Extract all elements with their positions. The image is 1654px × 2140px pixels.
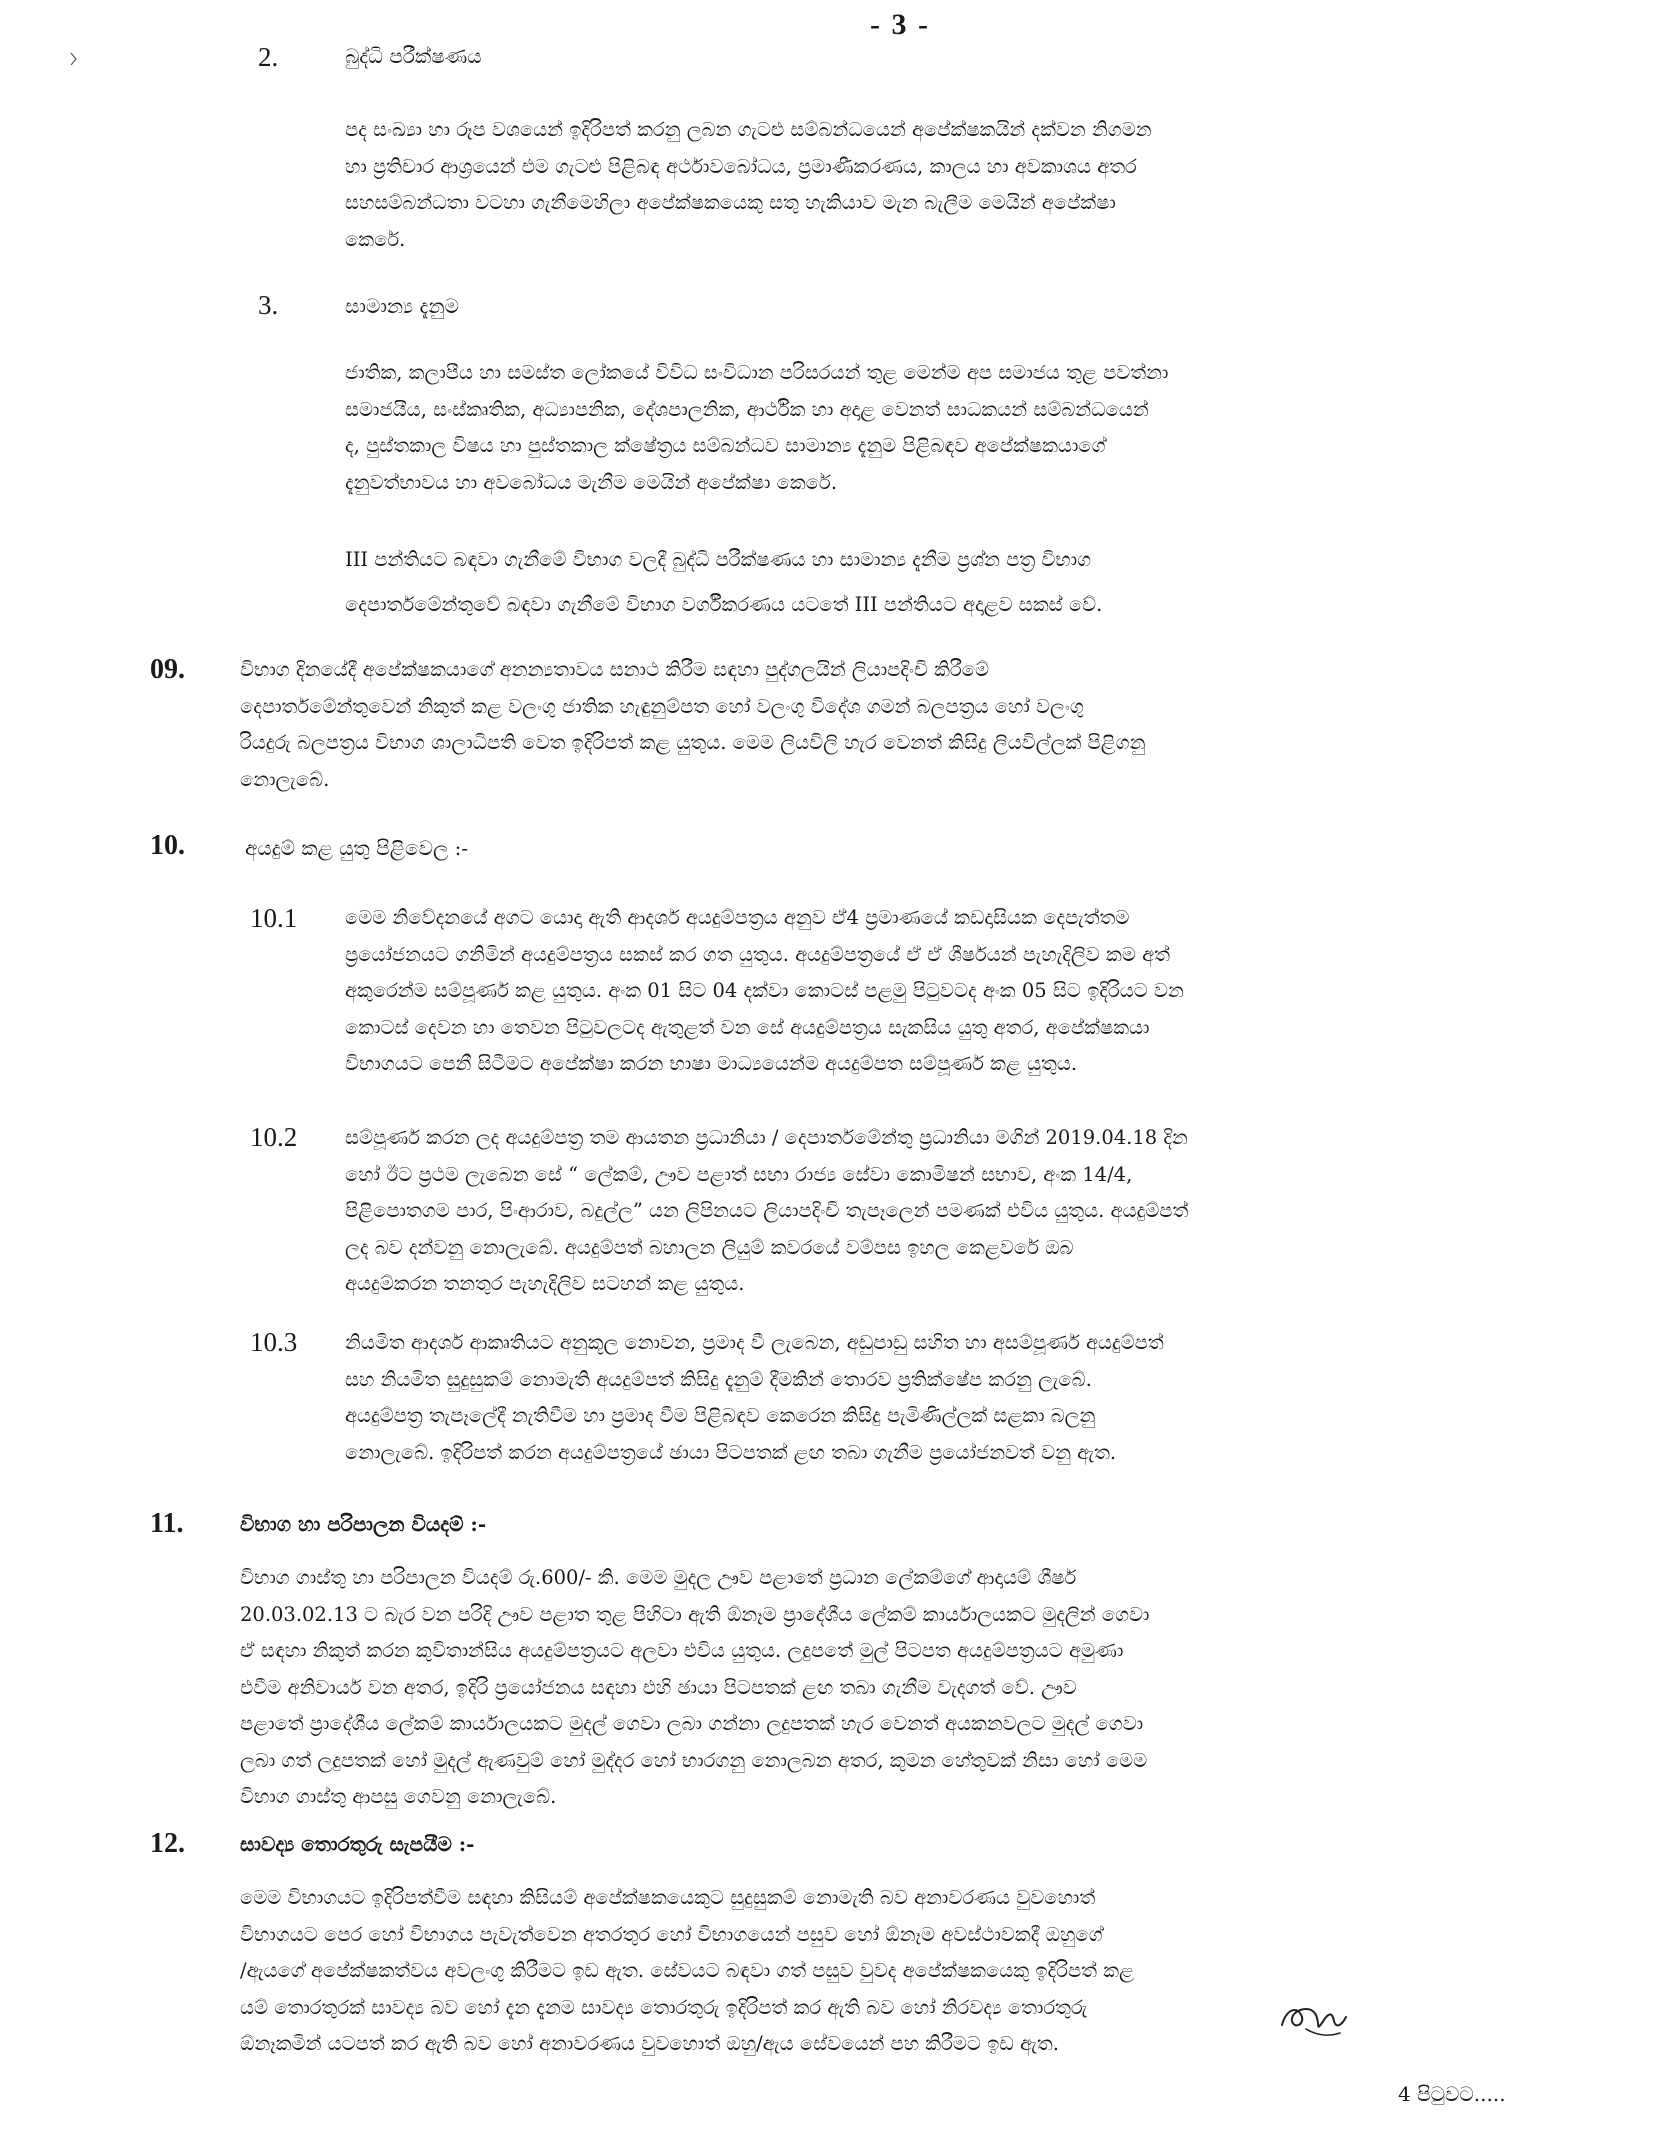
section-11-line: විභාග ගාස්තු ආපසු ගෙවනු නොලැබේ. [240, 1785, 557, 1808]
section-2-line: පද සංඛ්‍යා හා රූප වශයෙන් ඉදිරිපත් කරනු ලබන ගැටළු සම්බන්ධයෙන් අපේක්ෂකයින් දක්වන නිගමන [345, 118, 1152, 141]
section-12-heading: සාවද්‍ය තොරතුරු සැපයීම :- [240, 1832, 475, 1856]
section-3-line: ද, පුස්තකාල විෂය හා පුස්තකාල ක්ෂේත්‍රය සම්බන්ධව සාමාන්‍ය දැනුම පිළිබඳව අපේක්ෂකයාගේ [345, 434, 1106, 457]
section-10-1-number: 10.1 [250, 903, 298, 933]
section-10-3-line: සහ නියමිත සුදුසුකම් නොමැති අයදුම්පත් කිසිදු දැනුම් දීමකින් තොරව ප්‍රතික්ෂේප කරනු ලැබේ. [345, 1367, 1092, 1391]
section-10-1-line: කොටස් දෙවන හා තෙවන පිටුවලටද ඇතුළත් වන සේ අයදුම්පත්‍රය සැකසිය යුතු අතර, අපේක්ෂකයා [345, 1015, 1150, 1039]
signature-initials [1276, 1995, 1356, 2043]
section-12-number: 12. [150, 1828, 185, 1859]
section-09-line: රියදුරු බලපත්‍රය විභාග ශාලාධිපති වෙත ඉදිරිපත් කළ යුතුය. මෙම ලියවිලි හැර වෙනත් කිසිදු ලියවිල්ලක් පිළිගනු [240, 731, 1146, 754]
section-11-line: විභාග ගාස්තු හා පරිපාලන වියදම් රු.600/- කි. මෙම මුදල ඌව පළාතේ ප්‍රධාන ලේකම්ගේ ආදායම් ශීර්ෂ [240, 1566, 1077, 1589]
section-12-body [240, 1880, 1558, 2063]
section-10-1-line: මෙම නිවේදනයේ අගට යොදා ඇති ආදර්ශ අයදුම්පත්‍රය අනුව ඒ4 ප්‍රමාණයේ කඩදාසියක දෙපැත්තම [345, 906, 1130, 929]
section-3-line: සමාජයීය, සංස්කෘතික, අධ්‍යාපනික, දේශපාලනික, ආර්ථික හා අදාළ වෙනත් සාධකයන් සම්බන්ධයෙන් [345, 397, 1149, 421]
section-10-3-line: නොලැබේ. ඉදිරිපත් කරන අයදුම්පත්‍රයේ ඡායා පිටපතක් ළඟ තබා ගැනීම ප්‍රයෝජනවත් වනු ඇත. [345, 1440, 1117, 1464]
section-3-line: ජාතික, කලාපීය හා සමස්ත ලෝකයේ විවිධ සංවිධාන පරිසරයන් තුළ මෙන්ම අප සමාජය තුළ පවත්නා [345, 361, 1169, 384]
section-11-line: එවීම අනිවාර්ය වන අතර, ඉදිරි ප්‍රයෝජනය සඳහා එහි ඡායා පිටපතක් ළඟ තබා ගැනීම වැදගත් වේ. ඌව [240, 1675, 1077, 1699]
section-3-body [345, 355, 1555, 501]
section-12-line: ඕනෑකමින් යටපත් කර ඇති බව හෝ අනාවරණය වුවහොත් ඔහු/ඇය සේවයෙන් පහ කිරීමට ඉඩ ඇත. [240, 2032, 1059, 2055]
section-09-line: දෙපාර්තමේන්තුවෙන් නිකුත් කළ වලංගු ජාතික හැඳුනුම්පත හෝ වලංගු විදේශ ගමන් බලපත්‍රය හෝ වලංගු [240, 694, 1084, 718]
section-12-line: මෙම විභාගයට ඉදිරිපත්වීම සඳහා කිසියම් අපේක්ෂකයෙකුට සුදුසුකම් නොමැති බව අනාවරණය වුවහොත් [240, 1886, 1096, 1909]
section-3-note [345, 542, 1555, 632]
continued-footer: 4 පිටුවට..... [1398, 2082, 1506, 2106]
section-10-3-number: 10.3 [250, 1327, 298, 1357]
section-10-2-body [345, 1120, 1555, 1303]
section-10-2-line: සම්පූර්ණ කරන ලද අයදුම්පත්‍ර තම ආයතන ප්‍රධානියා / දෙපාර්තමේන්තු ප්‍රධානියා මගින් 2019.04.18 දින [345, 1126, 1188, 1149]
section-12-line: /ඇයගේ අපේක්ෂකත්වය අවලංගු කිරීමට ඉඩ ඇත. සේවයට බඳවා ගත් පසුව වුවද අපේක්ෂකයෙකු ඉදිරිපත් කළ [240, 1959, 1134, 1982]
section-11-line: පළාතේ ප්‍රාදේශීය ලේකම් කාර්යාලයකට මුදල් ගෙවා ලබා ගන්නා ලදුපතක් හැර වෙනත් අයකනවලට මුදල් ගෙවා [240, 1712, 1144, 1735]
section-3-note-line: III පන්තියට බඳවා ගැනීමේ විභාග වලදී බුද්ධි පරීක්ෂණය හා සාමාන්‍ය දැනීම ප්‍රශ්න පත්‍ර විභාග [345, 548, 1092, 571]
section-10-3-line: නියමිත ආදර්ශ ආකෘතියට අනුකූල නොවන, ප්‍රමාද වී ලැබෙන, අඩුපාඩු සහිත හා අසම්පූර්ණ අයදුම්පත් [345, 1331, 1164, 1354]
section-10-1-body [345, 900, 1555, 1083]
page-number: - 3 - [870, 8, 930, 41]
section-10-heading: අයදුම් කළ යුතු පිළිවෙල :- [245, 836, 469, 860]
section-10-2-line: අයදුම්කරන තනතුර පැහැදිලිව සටහන් කළ යුතුය. [345, 1272, 745, 1295]
section-12-line: විභාගයට පෙර හෝ විභාගය පැවැත්වෙන අතරතුර හෝ විභාගයෙන් පසුව හෝ ඕනෑම අවස්ථාවකදී ඔහුගේ [240, 1922, 1103, 1946]
section-12-line: යම් තොරතුරක් සාවද්‍ය බව හෝ දැන දැනම සාවද්‍ය තොරතුරු ඉදිරිපත් කර ඇති බව හෝ නිරවද්‍ය තොරතුරු [240, 1995, 1088, 2019]
section-2-line: සහසම්බන්ධතා වටහා ගැනීමෙහිලා අපේක්ෂකයෙකු සතු හැකියාව මැන බැලීම මෙයින් අපේක්ෂා [345, 191, 1116, 214]
section-3-number: 3. [258, 290, 279, 320]
section-3-note-line: දෙපාර්තමේන්තුවේ බඳවා ගැනීමේ විභාග වර්ගීකරණය යටතේ III පන්තියට අදාළව සකස් වේ. [345, 593, 1103, 616]
section-10-2-line: ලද බව දන්වනු නොලැබේ. අයදුම්පත් බහාලන ලියුම් කවරයේ වම්පස ඉහල කෙළවරේ ඔබ [345, 1235, 1074, 1259]
section-2-line: කෙරේ. [345, 227, 406, 251]
section-10-3-line: අයදුම්පත්‍ර තැපෑලේදී නැතිවීම හා ප්‍රමාද වීම පිළිබඳව කෙරෙන කිසිදු පැමිණිල්ලක් සළකා බලනු [345, 1404, 1096, 1427]
section-10-2-line: පිළිපොතගම පාර, පිංආරාව, බදුල්ල” යන ලිපිනයට ලියාපදිංචි තැපෑලෙන් පමණක් එවිය යුතුය. අයදුම්පත් [345, 1199, 1189, 1222]
section-2-number: 2. [258, 42, 279, 72]
section-10-2-number: 10.2 [250, 1122, 298, 1152]
section-11-number: 11. [150, 1508, 184, 1539]
section-3-heading: සාමාන්‍ය දැනුම [345, 294, 459, 318]
section-10-1-line: විභාගයට පෙනී සිටීමට අපේක්ෂා කරන භාෂා මාධ්‍යයෙන්ම අයදුම්පත සම්පූර්ණ කළ යුතුය. [345, 1052, 1078, 1075]
section-3-line: දැනුවත්භාවය හා අවබෝධය මැනීම මෙයින් අපේක්ෂා කෙරේ. [345, 470, 838, 494]
section-2-line: හා ප්‍රතිචාර ආශ්‍රයෙන් එම ගැටළු පිළිබඳ අර්ථාවබෝධය, ප්‍රමාණීකරණය, කාලය හා අවකාශය අතර [345, 154, 1137, 178]
section-10-1-line: ප්‍රයෝජනයට ගනිමින් අයදුම්පත්‍රය සකස් කර ගත යුතුය. අයදුම්පත්‍රයේ ඒ ඒ ශීර්ෂයන් පැහැදිලිව කම අත් [345, 942, 1170, 966]
margin-mark [70, 52, 78, 66]
section-09-body [240, 652, 1558, 798]
section-10-number: 10. [150, 830, 185, 861]
section-09-line: විභාග දිනයේදී අපේක්ෂකයාගේ අනන්‍යතාවය සනාථ කිරීම සඳහා පුද්ගලයින් ලියාපදිංචි කිරීමේ [240, 658, 990, 681]
section-09-line: නොලැබේ. [240, 767, 330, 791]
section-2-heading: බුද්ධි පරීක්ෂණය [345, 44, 482, 68]
section-2-body [345, 112, 1555, 258]
section-11-line: ලබා ගත් ලදුපතක් හෝ මුදල් ඇණවුම් හෝ මුද්දර හෝ භාරගනු නොලබන අතර, කුමන හේතුවක් නිසා හෝ මෙම [240, 1748, 1148, 1772]
section-11-heading: විභාග හා පරිපාලන වියදම් :- [240, 1512, 487, 1536]
section-11-line: 20.03.02.13 ට බැර වන පරිදි ඌව පළාත තුළ පිහිටා ඇති ඕනෑම ප්‍රාදේශීය ලේකම් කාර්යාලයකට මුදලින් ගෙවා [240, 1602, 1150, 1626]
section-11-body [240, 1560, 1558, 1816]
section-11-line: ඒ සඳහා නිකුත් කරන කුවිතාන්සිය අයදුම්පත්‍රයට අලවා එවිය යුතුය. ලදුපතේ මුල් පිටපත අයදුම්පත්‍රයට අමුණා [240, 1639, 1124, 1662]
section-09-number: 09. [150, 654, 185, 685]
section-10-1-line: අකුරෙන්ම සම්පූර්ණ කළ යුතුය. අංක 01 සිට 04 දක්වා කොටස් පළමු පිටුවටද අංක 05 සිට ඉදිරියට වන [345, 979, 1184, 1002]
section-10-2-line: හෝ ඊට ප්‍රථම ලැබෙන සේ “ ලේකම්, ඌව පළාත් සභා රාජ්‍ය සේවා කොමිෂන් සභාව, අංක 14/4, [345, 1162, 1133, 1186]
section-10-3-body [345, 1325, 1555, 1471]
